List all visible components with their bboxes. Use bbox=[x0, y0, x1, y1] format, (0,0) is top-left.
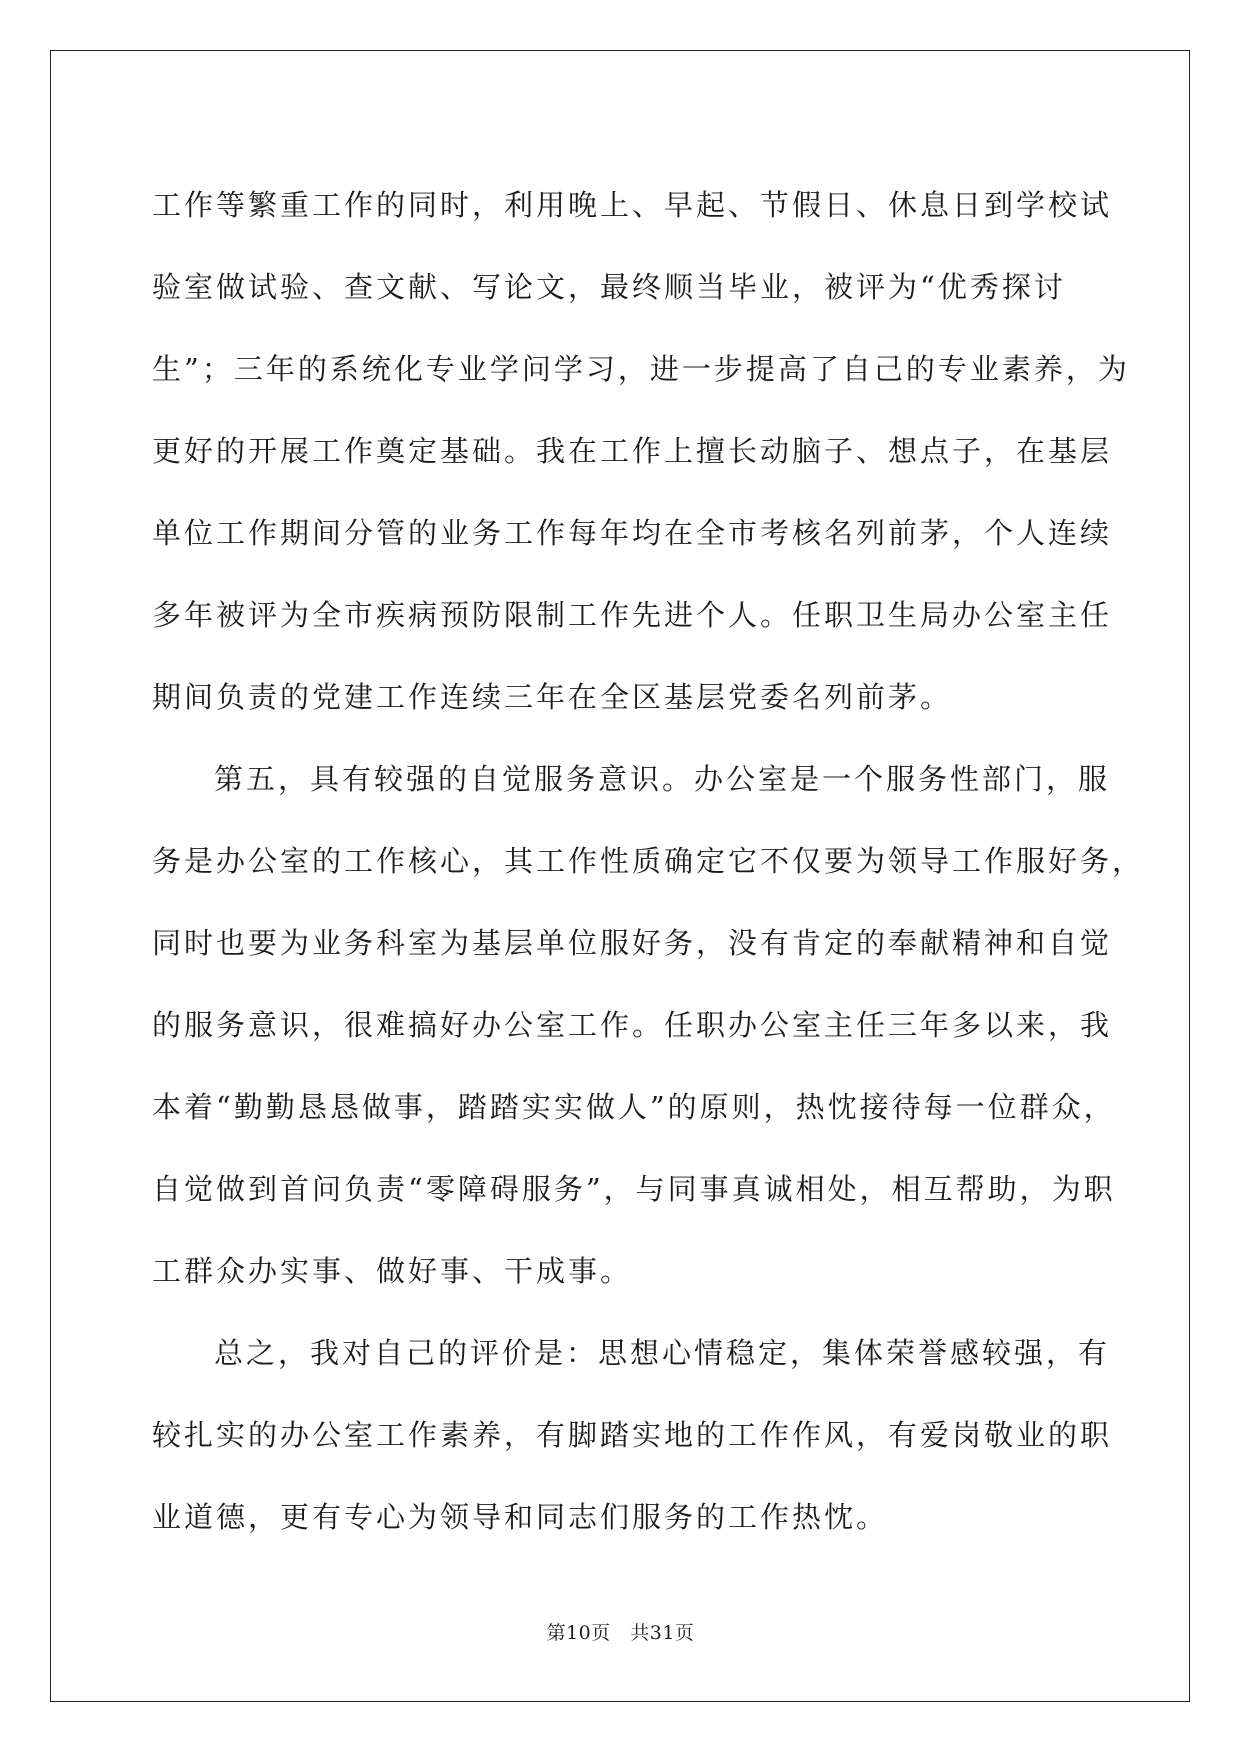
text-line: 期间负责的党建工作连续三年在全区基层党委名列前茅。 bbox=[152, 680, 953, 714]
text-line: 自觉做到首问负责“零障碍服务”，与同事真诚相处，相互帮助，为职 bbox=[152, 1172, 1116, 1206]
document-body bbox=[152, 164, 1145, 1558]
text-line: 较扎实的办公室工作素养，有脚踏实地的工作作风，有爱岗敬业的职 bbox=[152, 1418, 1113, 1452]
text-line: 的服务意识，很难搞好办公室工作。任职办公室主任三年多以来，我 bbox=[152, 1008, 1113, 1042]
text-line: 本着“勤勤恳恳做事，踏踏实实做人”的原则，热忱接待每一位群众， bbox=[152, 1090, 1116, 1124]
text-line: 单位工作期间分管的业务工作每年均在全市考核名列前茅，个人连续 bbox=[152, 516, 1113, 550]
text-line: 更好的开展工作奠定基础。我在工作上擅长动脑子、想点子，在基层 bbox=[152, 434, 1113, 468]
text-line: 业道德，更有专心为领导和同志们服务的工作热忱。 bbox=[152, 1500, 889, 1534]
text-line: 工作等繁重工作的同时，利用晚上、早起、节假日、休息日到学校试 bbox=[152, 188, 1113, 222]
page-number-footer: 第10页 共31页 bbox=[546, 1622, 695, 1644]
text-line: 工群众办实事、做好事、干成事。 bbox=[152, 1254, 633, 1288]
text-line: 同时也要为业务科室为基层单位服好务，没有肯定的奉献精神和自觉 bbox=[152, 926, 1113, 960]
text-line: 务是办公室的工作核心，其工作性质确定它不仅要为领导工作服好务， bbox=[152, 844, 1145, 878]
paragraph-first-line: 第五，具有较强的自觉服务意识。办公室是一个服务性部门，服 bbox=[214, 762, 1111, 796]
text-line: 验室做试验、查文献、写论文，最终顺当毕业，被评为“优秀探讨 bbox=[152, 270, 1066, 304]
paragraph-first-line: 总之，我对自己的评价是：思想心情稳定，集体荣誉感较强，有 bbox=[214, 1336, 1111, 1370]
text-line: 多年被评为全市疾病预防限制工作先进个人。任职卫生局办公室主任 bbox=[152, 598, 1113, 632]
text-line: 生”；三年的系统化专业学问学习，进一步提高了自己的专业素养，为 bbox=[152, 352, 1130, 386]
